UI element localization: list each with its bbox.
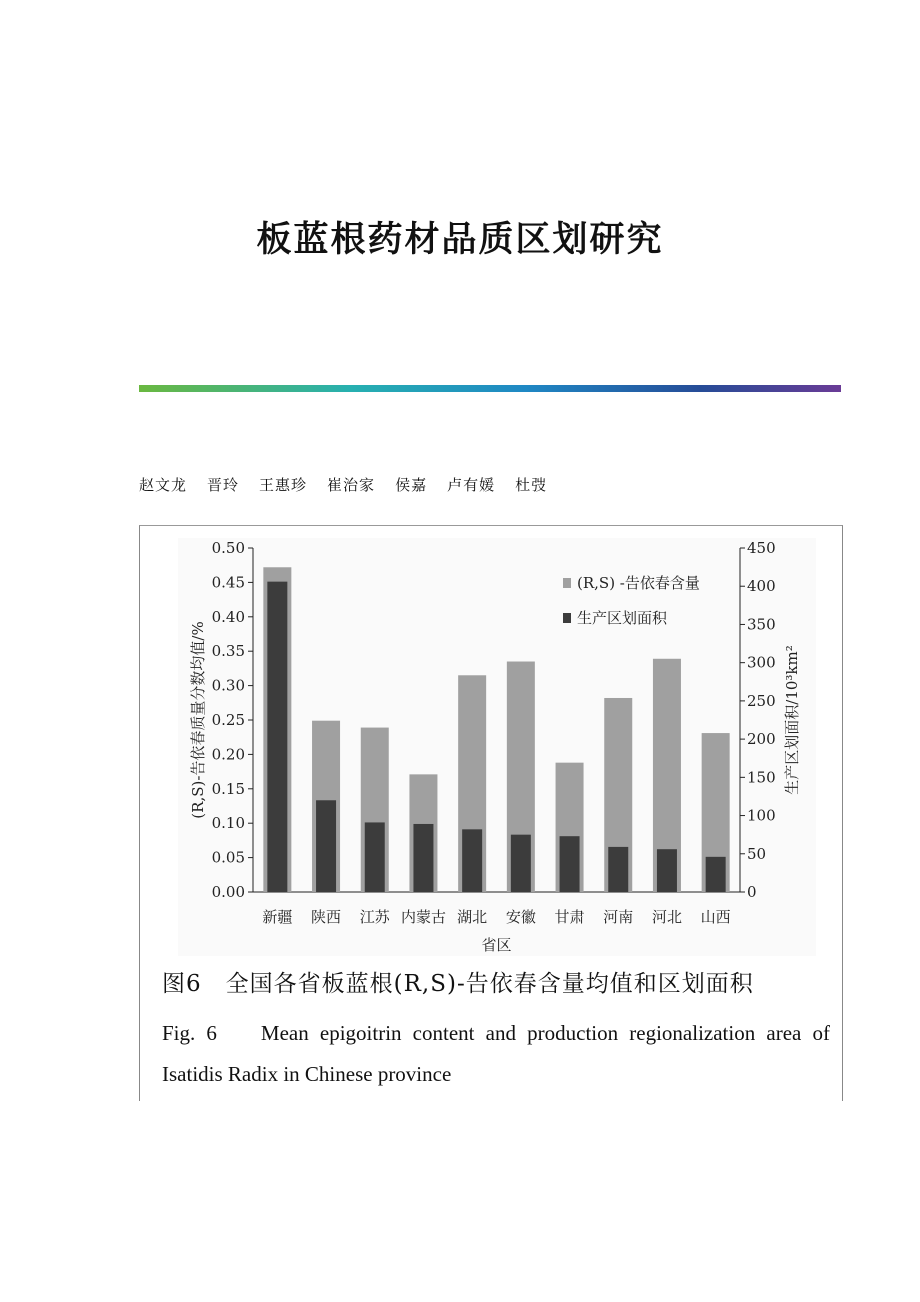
author: 侯嘉 (395, 476, 428, 494)
author: 王惠珍 (259, 476, 308, 494)
title-divider (139, 385, 841, 392)
bar-area (560, 836, 580, 892)
legend-label-epigoitrin: (R,S) -告依春含量 (577, 574, 700, 592)
y2-tick-label: 400 (747, 577, 776, 596)
bar-area (316, 800, 336, 892)
x-tick-label: 湖北 (457, 908, 488, 926)
y2-tick-label: 300 (747, 653, 776, 672)
y-axis-label: (R,S)-告依春质量分数均值/% (189, 621, 207, 819)
y-tick-label: 0.15 (211, 779, 245, 798)
x-tick-label: 河北 (651, 908, 682, 926)
y-tick-label: 0.25 (211, 711, 245, 729)
y2-tick-label: 200 (747, 730, 776, 749)
y-tick-label: 0.10 (211, 814, 245, 833)
y2-tick-label: 450 (747, 539, 776, 557)
author-list (139, 474, 547, 495)
y-tick-label: 0.45 (211, 573, 245, 592)
author: 崔治家 (327, 476, 376, 494)
y2-tick-label: 350 (747, 615, 776, 634)
page-title: 板蓝根药材品质区划研究 (256, 220, 664, 260)
y2-tick-label: 50 (747, 844, 767, 863)
author: 杜弢 (515, 476, 548, 494)
y2-tick-label: 0 (747, 883, 757, 901)
x-axis-label: 省区 (481, 936, 512, 954)
figure-caption-cn: 图6 全国各省板蓝根(R,S)-告依春含量均值和区划面积 (162, 971, 754, 997)
bar-area (267, 582, 287, 892)
x-tick-label: 新疆 (262, 908, 293, 926)
y-tick-label: 0.40 (211, 607, 245, 626)
x-tick-label: 山西 (700, 908, 731, 926)
y-tick-label: 0.30 (211, 676, 245, 695)
y-tick-label: 0.00 (211, 883, 245, 901)
y2-tick-label: 150 (747, 768, 776, 787)
y-tick-label: 0.20 (211, 745, 245, 764)
bar-area (657, 849, 677, 892)
y2-tick-label: 250 (747, 691, 776, 710)
bar-area (365, 822, 385, 892)
y-tick-label: 0.05 (211, 848, 245, 867)
x-tick-label: 河南 (603, 908, 634, 926)
legend-swatch-area (563, 613, 571, 623)
x-tick-label: 甘肃 (554, 908, 585, 926)
bar-area (462, 829, 482, 892)
y2-tick-label: 100 (747, 806, 776, 825)
x-tick-label: 江苏 (359, 908, 390, 926)
x-tick-label: 内蒙古 (400, 908, 446, 926)
y-tick-label: 0.35 (211, 642, 245, 661)
author: 赵文龙 (139, 476, 188, 494)
author: 卢有媛 (447, 476, 496, 494)
x-tick-label: 陕西 (311, 908, 342, 926)
y-tick-label: 0.50 (211, 539, 245, 557)
bar-area (706, 857, 726, 892)
y2-axis-label: 生产区划面积/10³km² (783, 645, 801, 795)
bar-area (511, 835, 531, 892)
legend-swatch-epigoitrin (563, 578, 571, 588)
bar-chart (140, 526, 842, 956)
bar-area (608, 847, 628, 892)
legend-label-area: 生产区划面积 (577, 609, 668, 627)
author: 晋玲 (207, 476, 240, 494)
bar-area (413, 824, 433, 892)
figure-caption-en: Fig. 6 Mean epigoitrin content and production regionalization area of Isatidis Radix in Chinese province (162, 1021, 830, 1086)
x-tick-label: 安徽 (505, 908, 536, 926)
